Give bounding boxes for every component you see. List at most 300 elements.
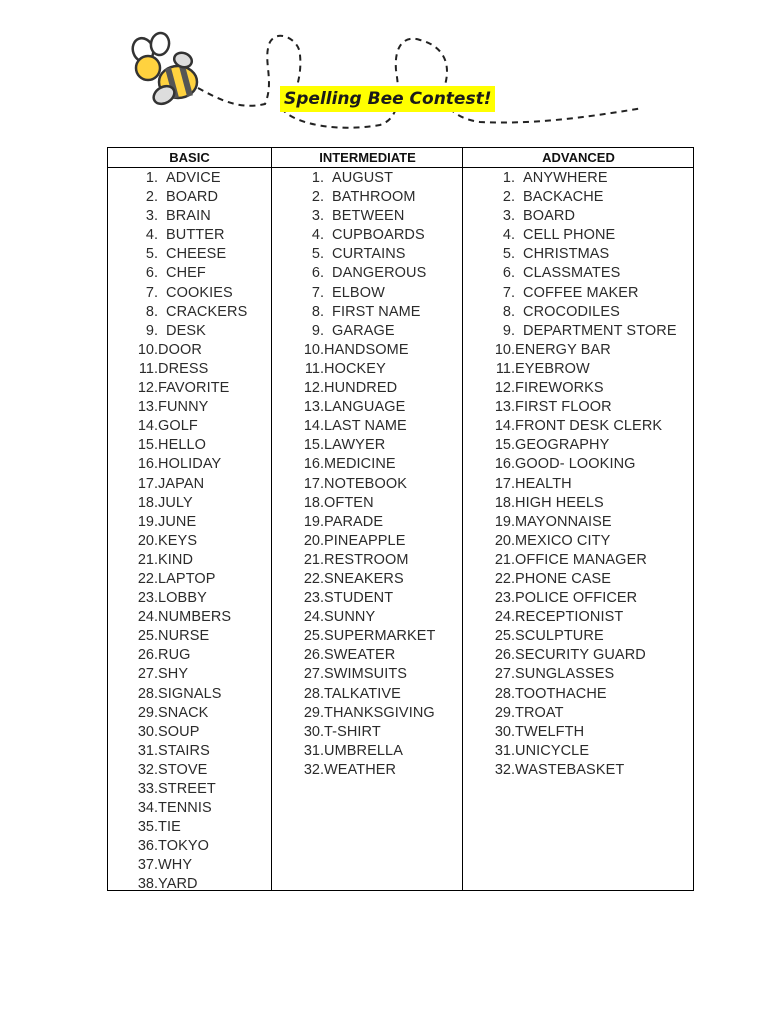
word-number: 24.	[137, 609, 158, 626]
word-number: 4.	[145, 227, 158, 244]
header-decoration	[0, 0, 768, 150]
word-list-item	[299, 360, 463, 379]
word-list-item	[133, 551, 271, 570]
word-text: HEALTH	[515, 475, 572, 492]
word-number: 26.	[303, 647, 324, 664]
word-text: JAPAN	[158, 475, 205, 492]
word-number: 20.	[494, 532, 515, 549]
word-text: BACKACHE	[523, 189, 604, 206]
word-list-item	[490, 264, 694, 283]
word-number: 20.	[137, 532, 158, 549]
word-number: 25.	[137, 628, 158, 645]
word-text: CHEF	[166, 265, 206, 282]
word-number: 15.	[303, 437, 324, 454]
word-text: HOLIDAY	[158, 456, 222, 473]
word-number: 10.	[303, 341, 324, 358]
column-header-advanced: ADVANCED	[463, 148, 694, 168]
word-text: FUNNY	[158, 399, 209, 416]
word-list-item	[299, 494, 463, 513]
word-text: TALKATIVE	[324, 685, 401, 702]
word-list-item	[299, 570, 463, 589]
word-number: 10.	[494, 341, 515, 358]
word-list-item	[299, 455, 463, 474]
word-list-item	[133, 226, 271, 245]
word-text: DESK	[166, 322, 206, 339]
word-text: GARAGE	[332, 322, 395, 339]
word-text: STUDENT	[324, 590, 394, 607]
word-text: PINEAPPLE	[324, 532, 406, 549]
word-number: 34.	[137, 800, 158, 817]
word-list-item	[490, 761, 694, 780]
word-list-intermediate	[299, 169, 463, 780]
word-list-item	[490, 513, 694, 532]
word-list-item	[299, 685, 463, 704]
word-text: ADVICE	[166, 170, 221, 186]
word-text: FIRST FLOOR	[515, 399, 612, 416]
word-list-item	[133, 322, 271, 341]
word-list-item	[490, 417, 694, 436]
word-list-item	[133, 494, 271, 513]
word-list-item	[490, 665, 694, 684]
word-list-item	[133, 665, 271, 684]
word-text: MAYONNAISE	[515, 513, 612, 530]
word-text: TOKYO	[158, 838, 209, 855]
word-number: 11.	[304, 360, 324, 377]
word-number: 16.	[303, 456, 324, 473]
word-text: WASTEBASKET	[515, 761, 625, 778]
word-text: KEYS	[158, 532, 198, 549]
word-text: TWELFTH	[515, 723, 585, 740]
word-text: HOCKEY	[324, 360, 386, 377]
word-number: 14.	[137, 418, 158, 435]
word-number: 3.	[145, 208, 158, 225]
word-text: THANKSGIVING	[324, 704, 435, 721]
word-text: GOOD- LOOKING	[515, 456, 636, 473]
word-number: 12.	[494, 380, 515, 397]
word-list-item	[490, 704, 694, 723]
word-number: 28.	[137, 685, 158, 702]
word-text: UMBRELLA	[324, 742, 403, 759]
word-text: BETWEEN	[332, 208, 405, 225]
word-list-item	[133, 799, 271, 818]
word-number: 13.	[137, 399, 158, 416]
word-list-item	[299, 475, 463, 494]
word-number: 5.	[311, 246, 324, 263]
column-header-intermediate: INTERMEDIATE	[272, 148, 463, 168]
word-list-item	[133, 532, 271, 551]
word-number: 30.	[303, 723, 324, 740]
word-number: 6.	[502, 265, 515, 282]
word-number: 32.	[494, 761, 515, 778]
word-list-item	[133, 245, 271, 264]
word-text: CLASSMATES	[523, 265, 621, 282]
word-number: 36.	[137, 838, 158, 855]
word-number: 24.	[303, 609, 324, 626]
word-number: 31.	[137, 742, 158, 759]
word-text: CURTAINS	[332, 246, 406, 263]
advanced-column	[462, 148, 694, 890]
word-number: 20.	[303, 532, 324, 549]
word-text: OFTEN	[324, 494, 374, 511]
flight-path	[198, 36, 643, 128]
word-text: YARD	[158, 876, 198, 893]
word-text: JULY	[158, 494, 193, 511]
word-number: 12.	[303, 380, 324, 397]
word-number: 12.	[137, 380, 158, 397]
word-number: 8.	[311, 303, 324, 320]
word-list-item	[490, 188, 694, 207]
word-text: RUG	[158, 647, 191, 664]
word-number: 6.	[145, 265, 158, 282]
word-text: SOUP	[158, 723, 200, 740]
word-text: BRAIN	[166, 208, 211, 225]
word-text: LAST NAME	[324, 418, 407, 435]
word-list-item	[133, 513, 271, 532]
word-text: TOOTHACHE	[515, 685, 607, 702]
word-number: 19.	[137, 513, 158, 530]
word-number: 35.	[137, 819, 158, 836]
word-text: TENNIS	[158, 800, 212, 817]
word-list-item	[299, 245, 463, 264]
word-list-item	[133, 207, 271, 226]
word-number: 1.	[145, 170, 158, 186]
word-text: WEATHER	[324, 761, 397, 778]
word-list-item	[490, 570, 694, 589]
word-number: 30.	[137, 723, 158, 740]
word-number: 23.	[303, 590, 324, 607]
word-list-item	[490, 475, 694, 494]
word-text: TROAT	[515, 704, 564, 721]
word-text: ELBOW	[332, 284, 385, 301]
word-text: DEPARTMENT STORE	[523, 322, 677, 339]
word-number: 5.	[145, 246, 158, 263]
word-list-item	[133, 169, 271, 188]
word-list-item	[299, 417, 463, 436]
word-list-item	[299, 379, 463, 398]
word-list-item	[299, 322, 463, 341]
word-number: 4.	[311, 227, 324, 244]
word-number: 29.	[137, 704, 158, 721]
word-list-item	[133, 627, 271, 646]
word-text: STAIRS	[158, 742, 210, 759]
word-text: SWEATER	[324, 647, 396, 664]
word-text: ENERGY BAR	[515, 341, 611, 358]
word-list-item	[133, 475, 271, 494]
spelling-word-table	[107, 147, 694, 891]
word-list-item	[299, 264, 463, 283]
word-list-item	[133, 704, 271, 723]
word-text: FRONT DESK CLERK	[515, 418, 663, 435]
word-number: 14.	[303, 418, 324, 435]
word-text: T-SHIRT	[324, 723, 381, 740]
word-list-item	[299, 551, 463, 570]
word-number: 17.	[303, 475, 324, 492]
word-text: CHRISTMAS	[523, 246, 610, 263]
word-number: 15.	[137, 437, 158, 454]
word-text: NUMBERS	[158, 609, 232, 626]
word-text: SIGNALS	[158, 685, 222, 702]
word-number: 16.	[494, 456, 515, 473]
word-number: 13.	[494, 399, 515, 416]
word-text: NURSE	[158, 628, 210, 645]
word-number: 37.	[137, 857, 158, 874]
word-number: 2.	[311, 189, 324, 206]
word-number: 19.	[494, 513, 515, 530]
word-list-item	[490, 494, 694, 513]
word-number: 1.	[311, 170, 324, 186]
word-text: HIGH HEELS	[515, 494, 604, 511]
word-number: 28.	[303, 685, 324, 702]
word-number: 17.	[494, 475, 515, 492]
word-list-item	[133, 875, 271, 894]
word-number: 9.	[502, 322, 515, 339]
word-list-item	[133, 837, 271, 856]
word-list-item	[133, 685, 271, 704]
word-list-item	[490, 742, 694, 761]
word-text: BOARD	[523, 208, 576, 225]
word-number: 22.	[494, 570, 515, 587]
word-list-item	[299, 608, 463, 627]
word-number: 26.	[137, 647, 158, 664]
word-number: 32.	[137, 761, 158, 778]
word-number: 31.	[494, 742, 515, 759]
word-text: SUPERMARKET	[324, 628, 436, 645]
word-number: 5.	[502, 246, 515, 263]
word-list-item	[490, 646, 694, 665]
word-list-advanced	[490, 169, 694, 780]
word-number: 3.	[502, 208, 515, 225]
word-list-basic	[133, 169, 271, 895]
word-number: 30.	[494, 723, 515, 740]
word-list-item	[490, 551, 694, 570]
word-list-item	[133, 303, 271, 322]
word-list-item	[133, 455, 271, 474]
word-number: 9.	[311, 322, 324, 339]
word-number: 26.	[494, 647, 515, 664]
word-number: 32.	[303, 761, 324, 778]
word-number: 4.	[502, 227, 515, 244]
word-text: AUGUST	[332, 170, 394, 186]
word-number: 21.	[137, 551, 158, 568]
word-list-item	[299, 742, 463, 761]
word-list-item	[133, 570, 271, 589]
word-list-item	[299, 646, 463, 665]
word-number: 11.	[138, 360, 158, 377]
word-text: SUNGLASSES	[515, 666, 615, 683]
basic-column	[108, 148, 271, 893]
word-list-item	[299, 723, 463, 742]
word-text: LAWYER	[324, 437, 386, 454]
word-list-item	[490, 379, 694, 398]
word-list-item	[490, 589, 694, 608]
word-number: 27.	[303, 666, 324, 683]
word-number: 29.	[303, 704, 324, 721]
word-list-item	[133, 398, 271, 417]
word-list-item	[299, 303, 463, 322]
word-text: ANYWHERE	[523, 170, 608, 186]
word-text: BOARD	[166, 189, 219, 206]
word-text: SNACK	[158, 704, 209, 721]
word-list-item	[490, 341, 694, 360]
word-text: DOOR	[158, 341, 202, 358]
word-list-item	[299, 627, 463, 646]
word-number: 17.	[137, 475, 158, 492]
word-text: CUPBOARDS	[332, 227, 425, 244]
word-text: SHY	[158, 666, 189, 683]
word-list-item	[299, 761, 463, 780]
word-list-item	[133, 360, 271, 379]
word-list-item	[490, 436, 694, 455]
word-text: TIE	[158, 819, 181, 836]
word-number: 29.	[494, 704, 515, 721]
word-text: EYEBROW	[515, 360, 590, 377]
word-text: SUNNY	[324, 609, 376, 626]
word-text: COFFEE MAKER	[523, 284, 639, 301]
word-list-item	[490, 284, 694, 303]
word-text: NOTEBOOK	[324, 475, 407, 492]
word-text: STREET	[158, 781, 216, 797]
word-text: OFFICE MANAGER	[515, 551, 647, 568]
word-list-item	[133, 856, 271, 875]
word-text: SWIMSUITS	[324, 666, 408, 683]
word-number: 27.	[494, 666, 515, 683]
word-number: 16.	[137, 456, 158, 473]
word-text: FAVORITE	[158, 380, 230, 397]
word-list-item	[490, 627, 694, 646]
word-text: SECURITY GUARD	[515, 647, 646, 664]
word-list-item	[299, 398, 463, 417]
word-list-item	[299, 188, 463, 207]
word-text: RESTROOM	[324, 551, 409, 568]
word-list-item	[299, 532, 463, 551]
word-list-item	[299, 704, 463, 723]
word-text: HELLO	[158, 437, 207, 454]
word-list-item	[490, 685, 694, 704]
word-text: SCULPTURE	[515, 628, 604, 645]
word-number: 21.	[494, 551, 515, 568]
word-number: 7.	[311, 284, 324, 301]
word-list-item	[299, 226, 463, 245]
word-list-item	[490, 207, 694, 226]
word-list-item	[133, 188, 271, 207]
word-number: 23.	[137, 590, 158, 607]
word-number: 7.	[145, 284, 158, 301]
word-list-item	[299, 436, 463, 455]
word-text: CROCODILES	[523, 303, 620, 320]
word-list-item	[299, 284, 463, 303]
word-text: POLICE OFFICER	[515, 590, 638, 607]
word-text: RECEPTIONIST	[515, 609, 624, 626]
word-text: SNEAKERS	[324, 570, 404, 587]
word-list-item	[490, 303, 694, 322]
word-text: KIND	[158, 551, 194, 568]
word-list-item	[299, 589, 463, 608]
word-list-item	[299, 341, 463, 360]
word-list-item	[299, 513, 463, 532]
word-list-item	[490, 455, 694, 474]
word-number: 3.	[311, 208, 324, 225]
word-text: MEXICO CITY	[515, 532, 611, 549]
word-number: 8.	[502, 303, 515, 320]
word-number: 38.	[137, 876, 158, 893]
word-list-item	[490, 398, 694, 417]
word-text: JUNE	[158, 513, 197, 530]
word-text: CRACKERS	[166, 303, 248, 320]
word-number: 23.	[494, 590, 515, 607]
word-list-item	[133, 761, 271, 780]
word-number: 9.	[145, 322, 158, 339]
word-number: 18.	[137, 494, 158, 511]
word-text: HUNDRED	[324, 380, 398, 397]
word-text: MEDICINE	[324, 456, 396, 473]
bee-icon	[129, 32, 197, 108]
word-list-item	[133, 646, 271, 665]
word-list-item	[133, 436, 271, 455]
word-list-item	[490, 322, 694, 341]
word-text: CHEESE	[166, 246, 227, 263]
word-text: LANGUAGE	[324, 399, 406, 416]
word-number: 1.	[502, 170, 515, 186]
word-number: 28.	[494, 685, 515, 702]
word-text: COOKIES	[166, 284, 233, 301]
word-number: 2.	[502, 189, 515, 206]
word-list-item	[299, 169, 463, 188]
word-list-item	[133, 341, 271, 360]
word-number: 13.	[303, 399, 324, 416]
word-list-item	[490, 360, 694, 379]
word-text: DANGEROUS	[332, 265, 427, 282]
word-number: 18.	[494, 494, 515, 511]
page-title: Spelling Bee Contest!	[280, 86, 495, 112]
word-list-item	[490, 169, 694, 188]
word-text: BATHROOM	[332, 189, 416, 206]
word-list-item	[133, 780, 271, 799]
word-list-item	[299, 207, 463, 226]
word-text: LAPTOP	[158, 570, 216, 587]
word-number: 22.	[137, 570, 158, 587]
word-number: 24.	[494, 609, 515, 626]
word-number: 22.	[303, 570, 324, 587]
word-text: CELL PHONE	[523, 227, 616, 244]
word-list-item	[133, 284, 271, 303]
word-list-item	[133, 264, 271, 283]
word-text: LOBBY	[158, 590, 207, 607]
word-list-item	[490, 723, 694, 742]
word-text: FIREWORKS	[515, 380, 604, 397]
word-list-item	[133, 818, 271, 837]
word-number: 7.	[502, 284, 515, 301]
word-text: PHONE CASE	[515, 570, 612, 587]
word-number: 14.	[494, 418, 515, 435]
word-list-item	[133, 608, 271, 627]
word-list-item	[490, 532, 694, 551]
word-list-item	[133, 417, 271, 436]
word-number: 2.	[145, 189, 158, 206]
word-text: BUTTER	[166, 227, 225, 244]
word-list-item	[133, 379, 271, 398]
column-header-basic: BASIC	[108, 148, 271, 168]
word-list-item	[490, 226, 694, 245]
word-number: 8.	[145, 303, 158, 320]
word-list-item	[133, 589, 271, 608]
word-text: HANDSOME	[324, 341, 409, 358]
word-number: 27.	[137, 666, 158, 683]
word-number: 25.	[303, 628, 324, 645]
word-number: 15.	[494, 437, 515, 454]
word-number: 19.	[303, 513, 324, 530]
word-list-item	[299, 665, 463, 684]
word-text: GOLF	[158, 418, 198, 435]
